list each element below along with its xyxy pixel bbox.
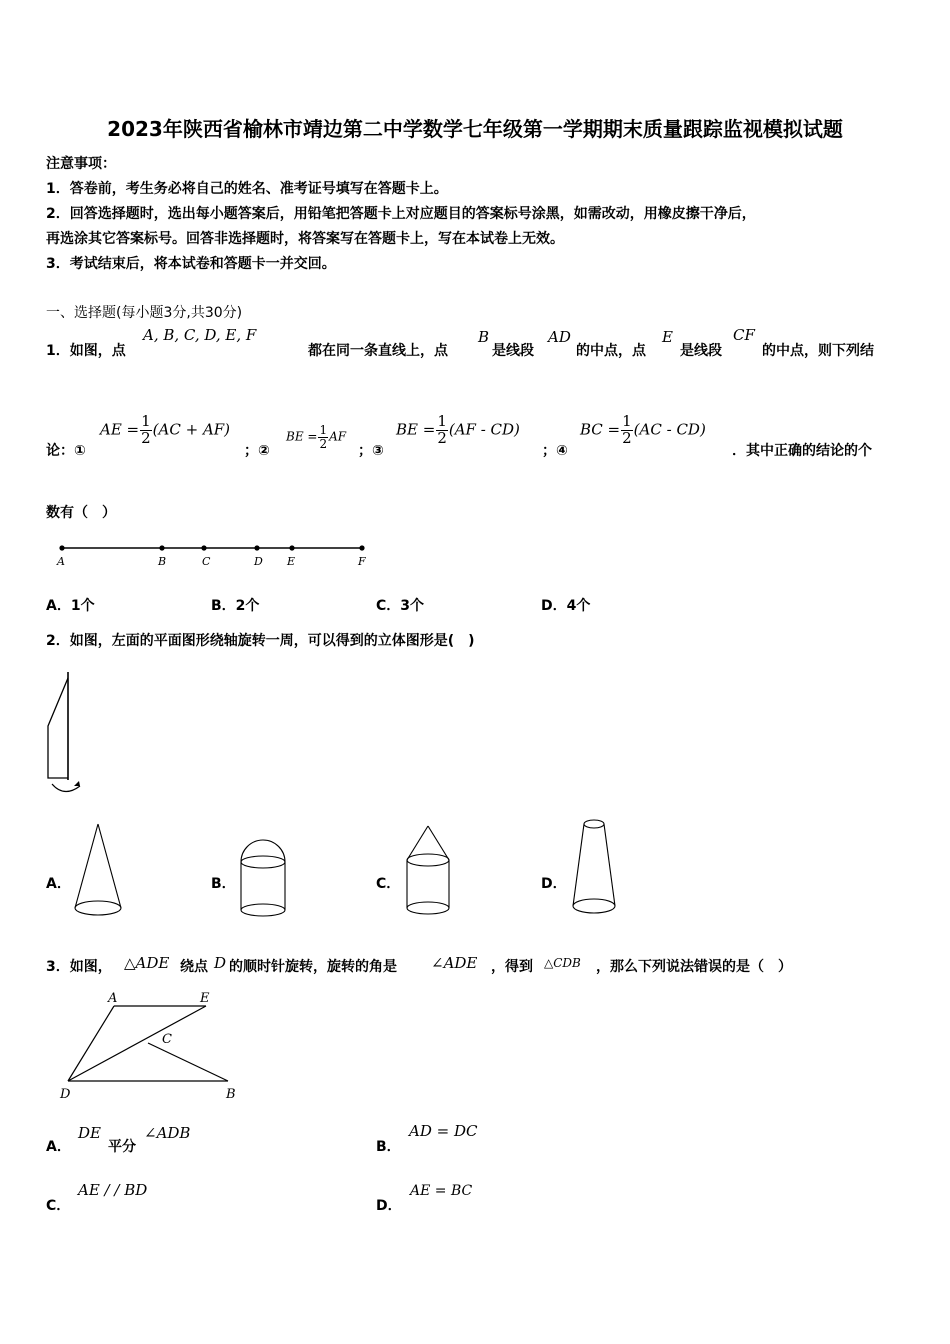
q1-dot-b bbox=[159, 545, 164, 550]
q1-text-4: 的中点，点 bbox=[576, 343, 646, 359]
q1-line-figure bbox=[50, 538, 380, 572]
q1-points: A, B, C, D, E, F bbox=[143, 326, 257, 344]
page-title: 2023年陕西省榆林市靖边第二中学数学七年级第一学期期末质量跟踪监视模拟试题 bbox=[107, 117, 843, 141]
q3-option-a[interactable]: A． bbox=[46, 1139, 71, 1155]
q2-cone-cylinder-figure bbox=[402, 822, 454, 920]
q1-option-d[interactable]: D．4个 bbox=[541, 598, 591, 614]
q1-dot-c bbox=[201, 545, 206, 550]
q3-option-a-de: DE bbox=[78, 1124, 101, 1142]
q3-side-de bbox=[68, 1006, 206, 1081]
q1-text-2: 都在同一条直线上，点 bbox=[308, 343, 448, 359]
q1-conclusions-label: 论：① bbox=[46, 443, 86, 459]
q1-formula-4: BC = $\frac{1}{2}$ (AC - CD) bbox=[580, 412, 706, 447]
q3-side-ad bbox=[68, 1006, 114, 1081]
q3-option-a-text: 平分 bbox=[108, 1139, 136, 1155]
q1-text-3: 是线段 bbox=[492, 343, 534, 359]
q2-cylinder-dome-figure bbox=[236, 834, 290, 920]
q1-sep-2: ；② bbox=[244, 443, 270, 459]
q1-option-a[interactable]: A．1个 bbox=[46, 598, 95, 614]
q2-plane-figure bbox=[40, 668, 90, 800]
q3-triangle-figure bbox=[56, 988, 246, 1104]
q1-text-5: 是线段 bbox=[680, 343, 722, 359]
q3-label-a: A bbox=[108, 991, 118, 1006]
q1-segment-ad: AD bbox=[548, 328, 571, 346]
q2-text: 2．如图，左面的平面图形绕轴旋转一周，可以得到的立体图形是( ) bbox=[46, 633, 475, 649]
q1-point-b: B bbox=[478, 328, 490, 346]
q3-point-d: D bbox=[214, 954, 227, 972]
q2-option-c[interactable]: C． bbox=[376, 876, 401, 892]
q3-option-d[interactable]: D． bbox=[376, 1198, 402, 1214]
q1-label-a: A bbox=[57, 555, 65, 568]
q1-text-tail: ．其中正确的结论的个 bbox=[732, 443, 872, 459]
q1-formula-2: BE = $\frac{1}{2}$ AF bbox=[286, 423, 347, 451]
section-heading: 一、选择题(每小题3分,共30分) bbox=[46, 305, 243, 321]
q2-cone-figure bbox=[70, 818, 126, 920]
q1-sep-3: ；③ bbox=[358, 443, 384, 459]
q1-option-b[interactable]: B．2个 bbox=[211, 598, 260, 614]
q3-text-4: ，得到 bbox=[491, 959, 533, 975]
q1-sep-4: ；④ bbox=[542, 443, 568, 459]
q1-formula-1: AE = $\frac{1}{2}$ (AC + AF) bbox=[100, 412, 231, 447]
q1-label-d: D bbox=[254, 555, 263, 568]
q1-label-b: B bbox=[158, 555, 167, 568]
q2-option-a[interactable]: A． bbox=[46, 876, 71, 892]
notice-item-1: 1．答卷前，考生务必将自己的姓名、准考证号填写在答题卡上。 bbox=[46, 181, 448, 197]
q1-segment-cf: CF bbox=[733, 326, 755, 344]
q1-label-f: F bbox=[358, 555, 366, 568]
q2-option-b[interactable]: B． bbox=[211, 876, 236, 892]
q3-text-2: 绕点 bbox=[180, 959, 208, 975]
q3-text-3: 的顺时针旋转，旋转的角是 bbox=[229, 959, 397, 975]
q3-option-a-angle: ∠ADB bbox=[144, 1124, 191, 1142]
q2-option-d[interactable]: D． bbox=[541, 876, 567, 892]
q1-text-line3: 数有（ ） bbox=[46, 505, 116, 521]
q3-side-cb bbox=[148, 1043, 228, 1081]
q1-dot-a bbox=[59, 545, 64, 550]
q3-option-b-expr: AD = DC bbox=[409, 1122, 478, 1140]
notice-heading: 注意事项： bbox=[46, 156, 116, 172]
q3-text-5: ，那么下列说法错误的是（ ） bbox=[596, 959, 792, 975]
q1-dot-f bbox=[359, 545, 364, 550]
q1-label-c: C bbox=[202, 555, 211, 568]
q3-angle-ade: ∠ADE bbox=[431, 954, 478, 972]
q1-label-e: E bbox=[287, 555, 296, 568]
q1-dot-e bbox=[289, 545, 294, 550]
q1-option-c[interactable]: C．3个 bbox=[376, 598, 425, 614]
q1-text-6: 的中点，则下列结 bbox=[762, 343, 874, 359]
q2-arrow-head bbox=[74, 781, 80, 786]
q3-option-c[interactable]: C． bbox=[46, 1198, 71, 1214]
q2-frustum-figure bbox=[568, 816, 620, 920]
notice-item-3: 3．考试结束后，将本试卷和答题卡一并交回。 bbox=[46, 256, 336, 272]
q3-label-b: B bbox=[226, 1087, 236, 1102]
q1-formula-3: BE = $\frac{1}{2}$ (AF - CD) bbox=[396, 412, 520, 447]
q3-label-d: D bbox=[60, 1087, 71, 1102]
q1-text-1: 1．如图，点 bbox=[46, 343, 126, 359]
q3-triangle-cdb: △CDB bbox=[544, 956, 581, 970]
notice-item-2a: 2．回答选择题时，选出每小题答案后，用铅笔把答题卡上对应题目的答案标号涂黑，如需改动，用橡皮擦干净后， bbox=[46, 206, 756, 222]
q3-option-c-expr: AE / / BD bbox=[78, 1181, 148, 1199]
q3-label-e: E bbox=[200, 991, 210, 1006]
q3-option-b[interactable]: B． bbox=[376, 1139, 401, 1155]
q3-label-c: C bbox=[162, 1032, 172, 1047]
q3-triangle-ade: △ADE bbox=[124, 954, 170, 972]
q1-dot-d bbox=[254, 545, 259, 550]
q3-text-1: 3．如图， bbox=[46, 959, 112, 975]
notice-item-2b: 再选涂其它答案标号。回答非选择题时，将答案写在答题卡上，写在本试卷上无效。 bbox=[46, 231, 564, 247]
q3-option-d-expr: AE = BC bbox=[410, 1183, 473, 1199]
q2-shape bbox=[48, 678, 68, 778]
q1-point-e: E bbox=[662, 328, 673, 346]
